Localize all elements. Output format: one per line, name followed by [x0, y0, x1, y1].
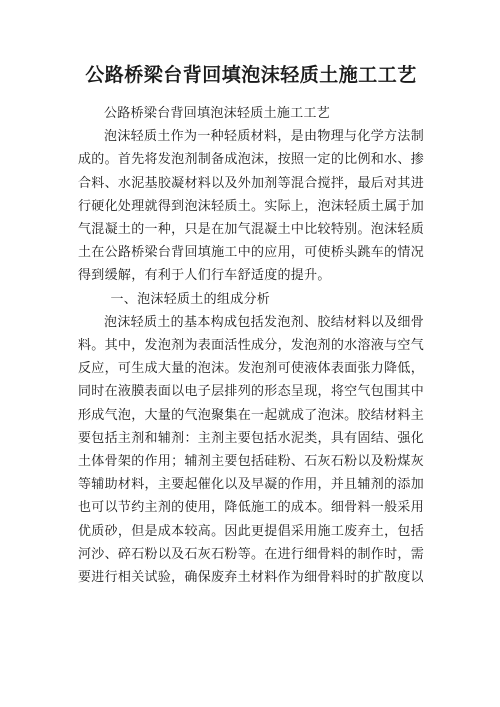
paragraph-composition: 泡沫轻质土的基本构成包括发泡剂、胶结材料以及细骨料。其中，发泡剂为表面活性成分，发泡剂的水溶液与空气反应，可生成大量的泡沫。发泡剂可使液体表面张力降低，同时在液膜表面以电子层排列的形态呈现，将空气包围其中形成气泡，大量的气泡聚集在一起就成了泡沫。胶结材料主要包括主剂和辅剂：主剂主要包括水泥类，具有固结、强化土体骨架的作用；辅剂主要包括硅粉、石灰石粉以及粉煤灰等辅助材料，主要起催化以及早凝的作用，并且辅剂的添加也可以节约主剂的使用，降低施工的成本。细骨料一般采用优质砂，但是成本较高。因此更提倡采用施工废弃土，包括河沙、碎石粉以及石灰石粉等。在进行细骨料的制作时，需要进行相关试验，确保废弃土材料作为细骨料时的扩散度以: [78, 314, 424, 586]
section-heading: 一、泡沫轻质土的组成分析: [110, 291, 271, 307]
document-title: 公路桥梁台背回填泡沫轻质土施工工艺: [85, 64, 417, 86]
paragraph-intro: 泡沫轻质土作为一种轻质材料，是由物理与化学方法制成的。首先将发泡剂制备成泡沫，按照一定的比例和水、掺合料、水泥基胶凝材料以及外加剂等混合搅拌，最后对其进行硬化处理就得到泡沫轻质土。实际上，泡沫轻质土属于加气混凝土的一种，只是在加气混凝土中比较特别。泡沫轻质土在公路桥梁台背回填施工中的应用，可使桥头跳车的情况得到缓解，有利于人们行车舒适度的提升。: [78, 129, 424, 284]
document-subtitle: 公路桥梁台背回填泡沫轻质土施工工艺: [104, 106, 331, 121]
